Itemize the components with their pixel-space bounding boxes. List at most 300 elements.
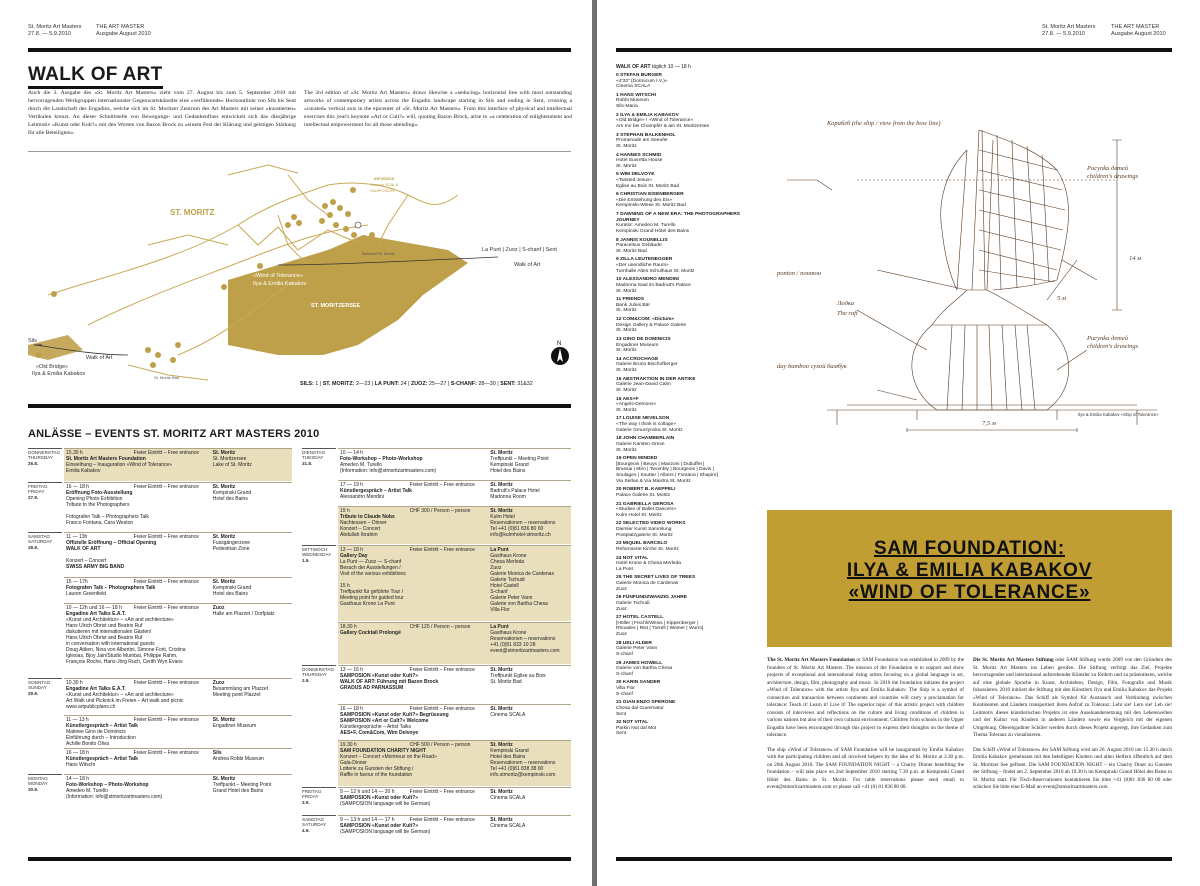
- artist-detail: Parkin Not dal Mot: [616, 725, 657, 731]
- event-line: Lotterie zu Gunsten der Stiftung /: [340, 766, 414, 772]
- legend-value: 1: [315, 381, 319, 387]
- list-heading: [616, 64, 691, 70]
- day-d: 30.8.: [28, 786, 39, 792]
- artist-list-item: [616, 337, 754, 354]
- artist-detail: Chesa dal Guvernatur: [616, 705, 664, 711]
- day-divider: [28, 678, 62, 679]
- event-divider: [64, 748, 292, 749]
- event-line: Meeting point for guided tour: [340, 595, 404, 601]
- artist-list-item: [616, 238, 754, 255]
- day-d: 4.9.: [302, 827, 310, 833]
- events-title: ANLÄSSE – EVENTS ST. MORITZ ART MASTERS 2010: [28, 428, 320, 440]
- artist-detail: «Die Entstehung des Eis»: [616, 197, 673, 203]
- sketch-note: 7,5 м: [982, 420, 996, 427]
- header-left-pub: [96, 24, 151, 38]
- map-label-bahnhof: Bahnhof St. Moritz: [362, 251, 395, 256]
- place-line: info.stmoritz@kempinski.com: [490, 772, 556, 778]
- place-line: Reservationen – reservations: [490, 760, 556, 766]
- event-time: 15.30 h: [66, 450, 83, 456]
- artist-detail: [Höller | Fischli/Weiss | Kippenberger |: [616, 620, 699, 626]
- artist-detail: Promenade am Seeufer: [616, 138, 668, 144]
- sam-de-body: oder SAM Stiftung wurde 2009 von den Gründern des St. Moritz Art Masters ins Leben gerufen. Die Stiftung verfolgt das Ziel, Projekte hervorragender und international aufstrebender Künstler zu fördern und zu präsentieren, welche auf eine globale Sprache in Kunst, Architektur, Design, Film, Fotografie und Musik fokussieren. 2010 initiiert die Stiftung mit den Künstlern Ilya und Emilia Kabakov das Projekt «Wind of Tolerance». Das Schiff als Symbol für Austausch und Verbindung zwischen Kontinenten und Ländern transportiert ihren Aufruf zu Toleranz: Lehr sie! Lern sie! Leb sie! Leitmotiv dieses künstlerischen Projekts ist eine Auseinandersetzung mit den Lebenswelten und der Kultur von Kindern in anderen Ländern sowie ein Vergleich mit der eigenen Umgebung. Oberengadiner Schüler werden durch dieses Projekt angeregt, ihre Gedanken zum Thema Toleranz zu visualisieren.: [973, 657, 1172, 738]
- sketch-note: 5 м: [1057, 295, 1067, 302]
- intro-english: The 3rd edition of «St. Moritz Art Masters» draws likewise a «seducing» horizontal line with most outstanding artworks of contemporary artists across the Engadin landscape starting in Sils and ending in Sent, crossing a «curated» vertical axis in the epicenter of «St. Moritz Art Masters». From this interface of physical and intellectual exercises this year's keynote «Art or Cult?» will, quoting Bazon Brock, arise to «a celebration of enlightenment and intellectual empowerment for all those attending».: [304, 90, 572, 128]
- event-line: SAMPOSION «Kunst oder Kult?» Begrüssung: [340, 712, 449, 718]
- map-legend: SILS: 1 | ST. MORITZ: 2—23 | LA PUNT: 24 | ZUOZ: 25—27 | S-CHANF: 28—30 | SENT: 31&32: [300, 381, 533, 387]
- event-divider: [64, 715, 292, 716]
- event-line: François Roche, Hans-Jörg Ruch, Cerith Wyn Evans: [66, 659, 183, 665]
- artist-name: 24 NOT VITAL: [616, 555, 649, 561]
- event-line: (Information: info@stmoritzartmasters.com): [340, 468, 437, 474]
- event-line: Künstlergespräche – Artist Talks: [340, 724, 412, 730]
- event-fee: Freier Eintritt – Free entrance: [409, 482, 475, 488]
- artist-name: 19 OPEN MINDED: [616, 456, 658, 462]
- event-line: Art Walk und Picknick im Freien – Art walk and picnic: [66, 698, 184, 704]
- artist-name: 31 GIAN ENZO SPERONE: [616, 700, 676, 706]
- event-time: 9 — 13 h und 14 — 17 h: [340, 817, 395, 823]
- place-line: Kulm Hotel: [490, 514, 515, 520]
- sketch-note: Pucynku детей: [1087, 165, 1128, 172]
- map-label-st-moritz: ST. MORITZ: [170, 208, 215, 217]
- artist-detail: Design Gallery & Palace Galerie: [616, 322, 687, 328]
- event-fee: CHF 300 / Person – person: [409, 508, 471, 514]
- event-line: Foto-Workshop – Photo-Workshop: [340, 456, 423, 462]
- artist-list-item: [616, 541, 754, 552]
- artist-detail: Zuoz: [616, 606, 627, 612]
- place-line: St. Moritz: [490, 789, 513, 795]
- day-en: SATURDAY: [302, 822, 327, 828]
- event-line: WALK OF ART: [66, 546, 101, 552]
- artist-name: 10 ALESSANDRO MENDINI: [616, 277, 679, 283]
- artist-name: 6 CHRISTIAN EISENBERGER: [616, 192, 684, 198]
- place-line: St. Moritz: [490, 508, 513, 514]
- legend-key: SENT:: [500, 381, 516, 387]
- event-line: SAMPOSION «Kunst oder Kult?»: [340, 673, 419, 679]
- day-de: FREITAG: [302, 789, 322, 794]
- event-line: Nachtessen – Dinner: [340, 520, 387, 526]
- day-en: TUESDAY: [302, 455, 324, 461]
- artist-name: 11 FRIENDS: [616, 297, 644, 303]
- event-line: Gasthaus Krone La Punt: [340, 601, 395, 607]
- event-place: [213, 776, 292, 794]
- artist-detail: St. Moritz: [616, 368, 637, 374]
- event-divider: [338, 787, 571, 788]
- place-line: Andrea Robbi Museum: [212, 756, 264, 762]
- map-label-walk-2: Walk of Art: [86, 355, 113, 361]
- artist-detail: St. Moritz: [616, 328, 637, 334]
- day-d: 26.8.: [28, 460, 39, 466]
- map-label-bridge-artist: Ilya & Emilia Kabakov: [32, 371, 86, 377]
- event-entry: [66, 484, 230, 526]
- brand-dates: 27.8. — 5.9.2010: [1042, 31, 1085, 37]
- sam-en-body-2: The ship «Wind of Tolerance» of SAM Foundation will be inaugurated by Emilia Kabakov with the participating children and all involved helpers by the lake of St. Moritz at 3.30 p.m. on 26th August 2010. The SAM FOUNDATION NIGHT – a Charity Dinner benefiting the foundation – will take place on 2nd September 2010 starting 7.30 p.m. at Kempinski Grand Hôtel des Bains in St. Moritz. For table reservations please send email to event@stmoritzartmasters.com or please call +41 (0) 81 836 80 00.: [767, 746, 964, 790]
- day-d: 27.8.: [28, 494, 39, 500]
- event-divider: [64, 482, 292, 483]
- event-time: 10 — 14 h: [340, 450, 364, 456]
- artist-detail: «Der unendliche Raum»: [616, 263, 669, 269]
- event-fee: Freier Eintritt – Free entrance: [133, 750, 199, 756]
- map-label-sils: Sils: [28, 338, 37, 344]
- artist-name: 16 AES+F: [616, 396, 639, 402]
- event-line: Fotografen Talk – Photographers Talk: [66, 514, 149, 520]
- artist-list-item: [616, 277, 754, 294]
- event-time: 13 — 16 h: [340, 667, 364, 673]
- event-place: [490, 482, 571, 500]
- event-fee: Freier Eintritt – Free entrance: [409, 667, 475, 673]
- event-line: Konzert – Concert: [340, 526, 381, 532]
- list-title: WALK OF ART: [616, 64, 651, 70]
- place-line: Zuoz: [212, 680, 225, 686]
- event-time: 10 — 12h und 16 — 18 h: [66, 605, 122, 611]
- event-fee: Freier Eintritt – Free entrance: [409, 789, 475, 795]
- legend-key: ZUOZ:: [411, 381, 428, 387]
- event-line: Fotografen Talk – Photographers Talk: [66, 585, 156, 591]
- legend-value: 24: [400, 381, 407, 387]
- event-entry: [340, 450, 507, 474]
- map-label-infodesk: INFODESK: [374, 176, 395, 181]
- artist-name: 12 COM&COM: «Dictum»: [616, 317, 675, 323]
- artist-name: 18 JOHN CHAMBERLAIN: [616, 436, 675, 442]
- legend-value: 28—30: [478, 381, 496, 387]
- event-divider: [338, 506, 571, 507]
- event-day: [28, 484, 48, 500]
- sketch-note: ponton / понтон: [777, 270, 822, 277]
- place-line: Kempinski Grand: [490, 748, 529, 754]
- artist-detail: Paracelsus Gebäude: [616, 243, 662, 249]
- place-line: S-chanf: [490, 589, 508, 595]
- place-line: La Punt: [490, 624, 509, 630]
- event-line: diskutieren mit internationalen Gästen/: [66, 629, 152, 635]
- day-de: DONNERSTAG: [28, 450, 61, 455]
- artist-detail: Brassai | Miro | Twombly | Bourgeois | Davis |: [616, 467, 714, 473]
- artist-detail: Zuoz: [616, 586, 627, 592]
- day-de: MITTWOCH: [302, 547, 328, 552]
- day-en: SUNDAY: [28, 685, 47, 691]
- event-line: SAMPOSION «Kunst oder Kult?»: [340, 823, 419, 829]
- event-line: Iglesias, Bjoy Jain/Studio Mumbai, Philippe Rahm,: [66, 653, 178, 659]
- artist-detail: Kurator: Amedeo M. Turello: [616, 223, 676, 229]
- sam-en-lead: The St. Moritz Art Masters Foundation: [767, 657, 855, 663]
- publication-name: THE ART MASTER: [1111, 24, 1160, 30]
- place-line: Meeting point Plazzet: [212, 692, 261, 698]
- place-line: Treffpunkt Eglise au Bois: [490, 673, 546, 679]
- event-place: [490, 547, 571, 613]
- event-line: Treffpunkt für geführte Tour /: [340, 589, 403, 595]
- event-line: Engadine Art Talks E.A.T.: [66, 686, 126, 692]
- event-fee: Freier Eintritt – Free entrance: [133, 717, 199, 723]
- event-place: [213, 579, 292, 597]
- event-line: www.artpublicplans.ch: [66, 704, 116, 710]
- place-line: Galerie Monica de Cardenas: [490, 571, 554, 577]
- artist-list-item: [616, 700, 754, 717]
- place-line: Reservationen – reservations: [490, 520, 556, 526]
- event-place: [213, 450, 292, 468]
- place-line: St. Moritz: [212, 484, 236, 490]
- artist-list-item: [616, 416, 754, 433]
- artist-detail: Galerie Jean-David Cahn: [616, 382, 671, 388]
- event-fee: Freier Eintritt – Free entrance: [133, 450, 199, 456]
- artist-name: 9 ZILLA LEUTENEGGER: [616, 257, 673, 263]
- place-line: St. Moritz: [490, 817, 513, 823]
- day-en: THURSDAY: [28, 455, 53, 461]
- event-line: Hans Ulrich Obrist und Beatrix Ruf: [66, 623, 143, 629]
- publication-name: THE ART MASTER: [96, 24, 145, 30]
- event-divider: [64, 678, 292, 679]
- place-line: St. Moritz: [212, 717, 236, 723]
- artist-detail: Robbi Museum: [616, 98, 649, 104]
- legend-value: 25—27: [428, 381, 447, 387]
- artist-detail: La Punt: [616, 566, 633, 572]
- artist-detail: Kempinski-Wiese St. Moritz Bad: [616, 203, 686, 209]
- artist-name: 28 UELI ALDER: [616, 640, 652, 646]
- place-line: Besammlung am Plazzet: [212, 686, 269, 692]
- day-de: DONNERSTAG: [302, 667, 335, 672]
- event-line: Alessandro Mendini: [340, 494, 384, 500]
- artist-detail: «Old Bridge» / «Wind of Tolerance»: [616, 118, 694, 124]
- compass-north: N: [557, 341, 562, 347]
- artist-list-item: [616, 172, 754, 189]
- map-label-lake: ST. MORITZERSEE: [311, 303, 361, 309]
- day-divider: [302, 665, 336, 666]
- event-day: [302, 817, 326, 833]
- artist-name: 22 SELECTED VIDEO WORKS: [616, 521, 686, 527]
- artist-detail: «Angels-Demons»: [616, 402, 657, 408]
- artist-detail: Bank Julius Bär: [616, 302, 650, 308]
- place-line: Zuoz: [212, 605, 225, 611]
- artist-name: 25 THE SECRET LIVES OF TREES: [616, 575, 696, 581]
- sketch-caption: Ilya & Emilia Kabakov «Ship of Tolerance»: [1078, 412, 1159, 417]
- artist-detail: St. Moritz: [616, 348, 637, 354]
- map-label-wind: «Wind of Tolerance»: [253, 273, 304, 279]
- event-line: «Kunst und Architektur» – «Art and architecture»: [66, 617, 174, 623]
- artist-detail: Galerie Karsten Greve: [616, 441, 665, 447]
- place-line: Grand Hotel des Bains: [212, 788, 264, 794]
- event-line: (Information: info@stmoritzartmasters.com): [66, 794, 163, 800]
- artist-detail: St. Moritz: [616, 447, 637, 453]
- map-label-bad: St. Moritz Bad: [154, 375, 180, 380]
- event-place: [490, 450, 571, 474]
- place-line: Galerie von Bartha Chesa: [490, 601, 548, 607]
- list-hours: täglich 10 — 18 h: [651, 64, 691, 70]
- day-divider: [28, 532, 62, 533]
- event-line: Amedeo M. Turello: [66, 788, 108, 794]
- event-day: [302, 789, 322, 805]
- day-d: 1.9.: [302, 557, 310, 563]
- artist-list-item: [616, 357, 754, 374]
- place-line: Engadiner Museum: [212, 723, 257, 729]
- artist-list-item: [616, 575, 754, 592]
- artist-detail: Palace Galerie St. Moritz: [616, 492, 671, 498]
- place-line: Hotel des Bains: [490, 468, 526, 474]
- event-fee: Freier Eintritt – Free entrance: [133, 534, 199, 540]
- artist-name: 1 HANS WITSCHI: [616, 92, 656, 98]
- place-line: Tel +41 (0)81 838 38 00: [490, 766, 544, 772]
- event-place: [213, 750, 292, 762]
- event-line: Achille Bonito Oliva: [66, 741, 110, 747]
- page-title: WALK OF ART: [28, 64, 163, 89]
- event-fee: Freier Eintritt – Free entrance: [133, 579, 199, 585]
- event-time: 19.30 h: [340, 742, 357, 748]
- legend-value: 2—23: [355, 381, 371, 387]
- event-place: [490, 817, 571, 829]
- place-line: Zuoz: [490, 565, 502, 571]
- artist-detail: St. Moritz: [616, 308, 637, 314]
- event-divider: [338, 704, 571, 705]
- artist-list-item: [616, 661, 754, 678]
- event-place: [213, 484, 292, 502]
- artist-detail: St. Moritz: [616, 163, 637, 169]
- sketch-note: 14 м: [1129, 255, 1142, 262]
- artist-list-item: [616, 595, 754, 612]
- artist-detail: Galerie von Bartha Chesa: [616, 666, 673, 672]
- artist-list-item: [616, 113, 754, 130]
- brand-name: St. Moritz Art Masters: [1042, 24, 1096, 30]
- sketch-note: day bamboo сухой бамбук: [777, 363, 847, 370]
- event-line: Künstlergespräch – Artist Talk: [340, 488, 412, 494]
- event-line: Gallery Cocktail Prolongé: [340, 630, 401, 636]
- artist-name: 3 STEPHAN BALKENHOL: [616, 132, 676, 138]
- event-line: Konzert – Concert: [66, 558, 107, 564]
- place-line: St. Moritz: [490, 742, 513, 748]
- walk-of-art-map: [28, 155, 572, 395]
- event-line: Gallery Day: [340, 553, 368, 559]
- event-time: 16 — 18 h: [66, 484, 90, 490]
- event-fee: Freier Eintritt – Free entrance: [133, 680, 199, 686]
- day-en: FRIDAY: [28, 489, 45, 495]
- event-line: (SAMPOSION language will be German): [340, 829, 431, 835]
- map-label-walk: Walk of Art: [514, 262, 541, 268]
- event-fee: CHF 500 / Person – person: [409, 742, 471, 748]
- place-line: St. Moritz: [212, 776, 236, 782]
- legend-key: S-CHANF:: [450, 381, 477, 387]
- event-divider: [64, 532, 292, 533]
- right-page: [597, 0, 1200, 886]
- place-line: Gasthaus Krone: [490, 553, 527, 559]
- place-line: St. Moritz: [490, 706, 513, 712]
- artist-list-item: [616, 615, 754, 637]
- event-time: 17 — 19 h: [340, 482, 364, 488]
- event-line: Künstlergespräch – Artist Talk: [66, 756, 138, 762]
- sam-text-german: [973, 657, 1172, 792]
- sam-de-body-2: Das Schiff «Wind of Tolerance» der SAM Stiftung wird am 26. August 2010 um 15.30 h durch Emilia Kabakov gemeinsam mit den beteiligten Kindern und allen Helfern öffentlich auf dem St. Moritzer See geflutet. Die SAM FOUNDATION NIGHT – ein Charity Diner zu Gunsten der Stiftung – findet am 2. September 2010 ab 19.30 h im Kempinski Grand Hôtel des Bains in St. Moritz statt. Für Tisch-Reservationen kontaktieren Sie bitte +41 (0)81 836 80 00 oder schicken Sie bitte eine E-Mail an event@stmoritzartmasters.com: [973, 746, 1172, 790]
- place-line: Cinema SCALA: [490, 823, 526, 829]
- event-fee: Freier Eintritt – Free entrance: [409, 706, 475, 712]
- event-day: [302, 450, 325, 466]
- artist-detail: S-chanf: [616, 671, 633, 677]
- artist-detail: Turnhalle Altes Schulhaus St. Moritz: [616, 268, 695, 274]
- event-line: Gala-Dinner: [340, 760, 367, 766]
- place-line: Halle am Plazzet / Dorfplatz: [212, 611, 275, 617]
- ship-sketch: [757, 110, 1177, 440]
- artist-detail: Daimler Kunst Sammlung: [616, 527, 672, 533]
- place-line: Gasthaus Krone: [490, 630, 527, 636]
- event-line: Foto-Workshop – Photo-Workshop: [66, 782, 149, 788]
- artist-detail: Galerie Peter Vann: [616, 646, 658, 652]
- place-line: St. Moritzersee: [212, 456, 247, 462]
- legend-value: 31&32: [517, 381, 533, 387]
- event-line: Matinee Gino de Dominicis: [66, 729, 126, 735]
- event-place: [213, 534, 292, 552]
- place-line: Hotel Castell: [490, 583, 519, 589]
- artist-detail: Galerie Tschudi: [616, 600, 650, 606]
- header-right-brand: [1042, 24, 1095, 38]
- artist-list-item: [616, 556, 754, 573]
- event-line: 15 h: [340, 583, 350, 589]
- artist-list-item: [616, 487, 754, 498]
- artist-list-item: [616, 153, 754, 170]
- day-divider: [28, 774, 62, 775]
- sketch-note: children's drawings: [1087, 343, 1139, 350]
- artist-name: 13 GINO DE DOMINICIS: [616, 336, 671, 342]
- publication-issue: Ausgabe August 2010: [1111, 31, 1166, 37]
- artist-detail: Postplatzgalerie St. Moritz: [616, 532, 673, 538]
- map-label-infodesk-sub: Cinema SCALA: [370, 182, 399, 187]
- artist-detail: Villa Flor: [616, 686, 635, 692]
- event-line: St. Moritz Art Masters Foundation: [66, 456, 146, 462]
- artist-name: 14 ACCROCHAGE: [616, 356, 659, 362]
- day-en: FRIDAY: [302, 794, 319, 800]
- artist-name: 2 ILYA & EMILIA KABAKOV: [616, 112, 679, 118]
- event-line: SWISS ARMY BIG BAND: [66, 564, 125, 570]
- artist-name: 32 NOT VITAL: [616, 720, 649, 726]
- event-line: Einweihung – Inauguration «Wind of Tolerance»: [66, 462, 173, 468]
- event-divider: [64, 577, 292, 578]
- event-line: Engadine Art Talks E.A.T.: [66, 611, 126, 617]
- day-en: THURSDAY: [302, 672, 327, 678]
- artist-list-item: [616, 680, 754, 697]
- artist-detail: Galerie Gmurzynska St. Moritz: [616, 427, 683, 433]
- artist-list-item: [616, 192, 754, 209]
- event-day: [28, 450, 60, 466]
- artist-list-item: [616, 641, 754, 658]
- artist-name: 5 WIM DELVOYE: [616, 172, 655, 178]
- event-time: 16 — 18 h: [66, 750, 90, 756]
- event-line: Hans Witschi: [66, 762, 96, 768]
- event-line: SAMPOSION «Kunst oder Kult?»: [340, 795, 419, 801]
- artist-list-item: [616, 93, 754, 110]
- artist-detail: St. Moritz: [616, 288, 637, 294]
- place-line: info@kulmhotel-stmoritz.ch: [490, 532, 551, 538]
- place-line: Hotel des Bains: [212, 591, 248, 597]
- event-time: 18.30 h: [340, 624, 357, 630]
- event-line: GRADUS AD PARNASSUM: [340, 685, 404, 691]
- artist-name: 20 ROBERT B. KAEPPELI: [616, 487, 676, 493]
- event-line: Abdullah Ibrahim: [340, 532, 378, 538]
- event-place: [213, 717, 292, 729]
- event-time: 19 h: [340, 508, 350, 514]
- event-time: 15 — 17h: [66, 579, 88, 585]
- day-d: 29.8.: [28, 690, 39, 696]
- event-line: Eröffnung Foto-Ausstellung: [66, 490, 133, 496]
- sketch-note: Лодка: [837, 300, 854, 307]
- day-de: SAMSTAG: [302, 817, 325, 822]
- place-line: Reservationen – reservations: [490, 636, 556, 642]
- sketch-note: Pucynku детей: [1087, 335, 1128, 342]
- bottom-rule: [616, 857, 1172, 861]
- place-line: St. Moritz: [490, 667, 513, 673]
- day-en: SATURDAY: [28, 539, 53, 545]
- day-de: SONNTAG: [28, 680, 51, 685]
- artist-list-item: [616, 502, 754, 519]
- artist-detail: Via Serlas & Via Maistra St. Moritz: [616, 478, 691, 484]
- event-line: Einführung durch – Introduction: [66, 735, 136, 741]
- event-fee: Freier Eintritt – Free entrance: [133, 484, 199, 490]
- event-divider: [338, 545, 571, 546]
- artist-detail: S-chanf: [616, 691, 633, 697]
- artist-list-item: [616, 297, 754, 314]
- place-line: St. Moritz Bad: [490, 679, 522, 685]
- day-de: MONTAG: [28, 776, 48, 781]
